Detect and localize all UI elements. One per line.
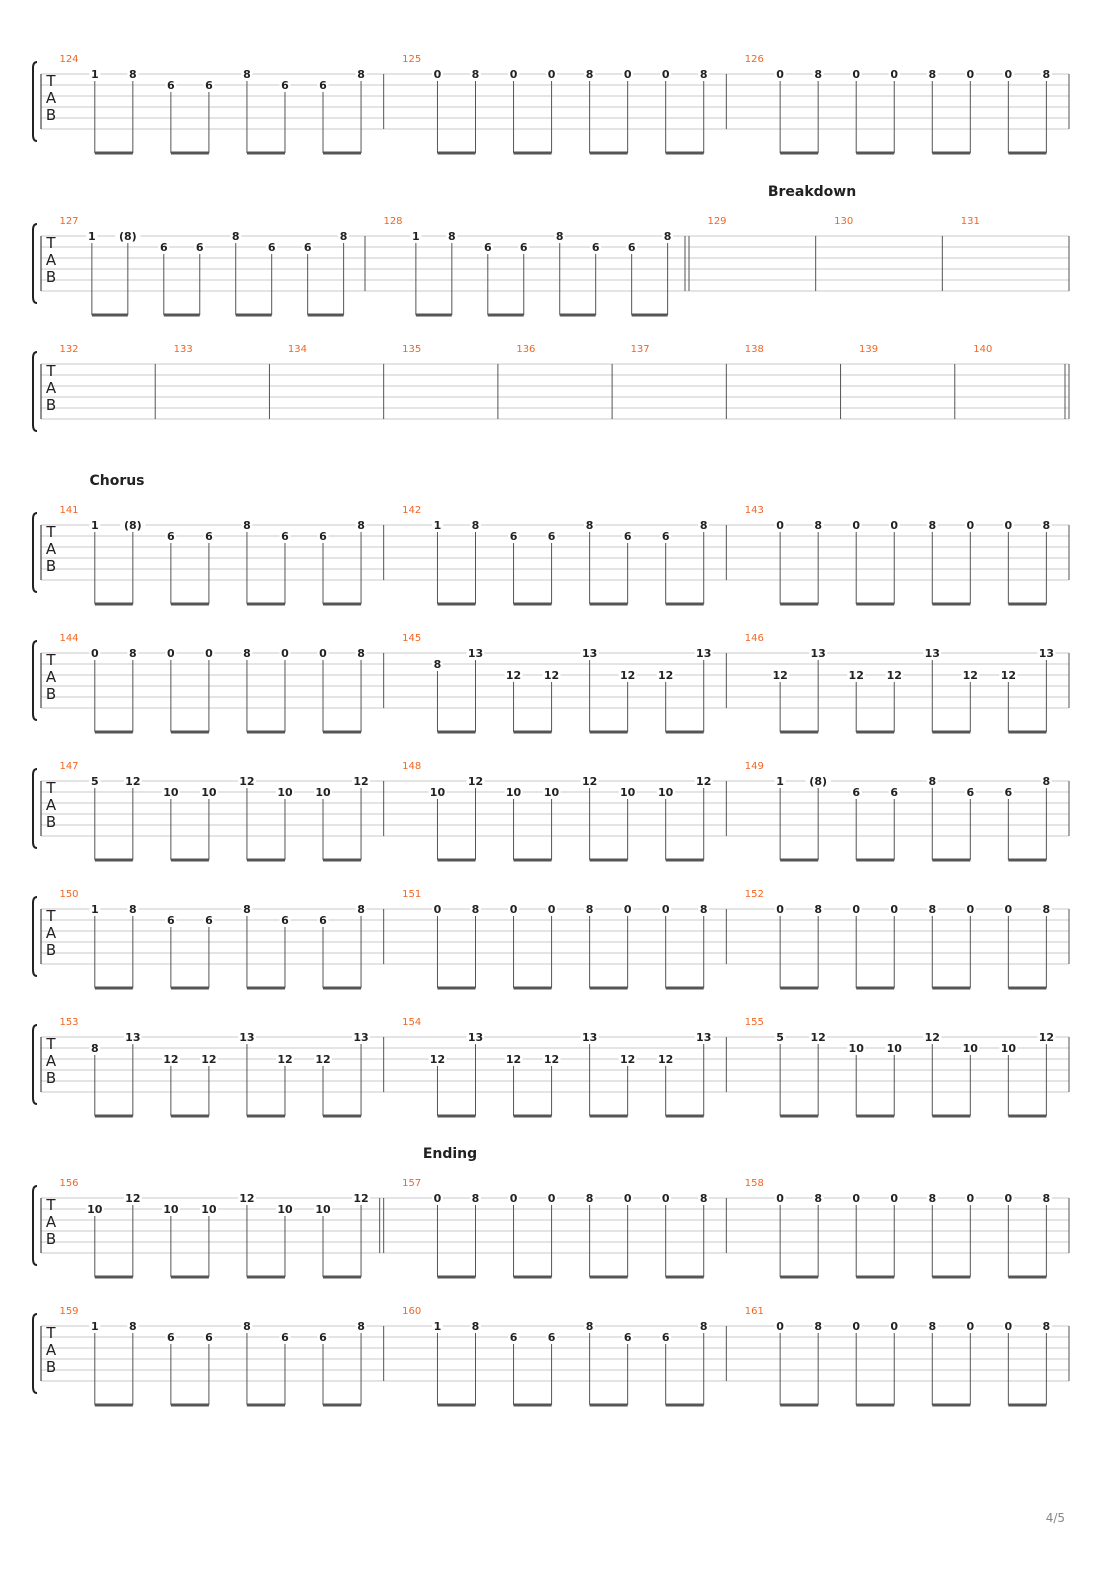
fret-number: 6 [205, 79, 213, 92]
measure-number: 147 [59, 761, 79, 772]
tab-clef-letter: B [45, 1358, 57, 1376]
fret-number: 0 [167, 647, 175, 660]
fret-number: 0 [890, 68, 899, 81]
fret-number: 0 [966, 903, 975, 916]
fret-number: 0 [433, 68, 442, 81]
tab-clef-letter: B [45, 1230, 57, 1248]
fret-number: 13 [239, 1031, 255, 1044]
page-number: 4/5 [1045, 1511, 1065, 1525]
tab-clef-letter: B [45, 1069, 57, 1087]
fret-number: 12 [543, 669, 560, 682]
measure-number: 160 [402, 1306, 422, 1317]
fret-number: 6 [890, 786, 899, 799]
fret-number: 6 [167, 79, 175, 92]
tab-clef-letter: T [46, 651, 56, 669]
fret-number: 8 [243, 647, 251, 660]
tab-clef-letter: A [45, 1341, 57, 1359]
fret-number: 13 [353, 1031, 369, 1044]
measure-number: 158 [744, 1178, 764, 1189]
fret-number: 6 [509, 530, 518, 543]
fret-number: 8 [357, 519, 365, 532]
fret-number: 0 [1004, 519, 1013, 532]
fret-number: 10 [962, 1042, 978, 1055]
fret-number: 8 [448, 230, 456, 243]
fret-number: 1 [90, 903, 99, 916]
fret-number: 12 [239, 775, 255, 788]
fret-number: 12 [848, 669, 864, 682]
fret-number: 12 [658, 1053, 674, 1066]
fret-number: 12 [315, 1053, 331, 1066]
measure-number: 149 [744, 761, 764, 772]
fret-number: 8 [1042, 1192, 1051, 1205]
fret-number: 13 [696, 1031, 712, 1044]
fret-number: 0 [547, 1192, 556, 1205]
fret-number: 12 [1038, 1031, 1055, 1044]
fret-number: 8 [699, 903, 708, 916]
fret-number: 8 [471, 519, 480, 532]
fret-number: 8 [585, 519, 594, 532]
fret-number: 8 [129, 68, 137, 81]
fret-number: 12 [696, 775, 712, 788]
measure-number: 127 [59, 216, 79, 227]
measure-number: 130 [834, 216, 854, 227]
fret-number: 0 [776, 68, 784, 81]
measure-number: 151 [402, 889, 422, 900]
fret-number: 8 [129, 903, 137, 916]
fret-number: 0 [509, 1192, 518, 1205]
fret-number: 0 [966, 1192, 975, 1205]
fret-number: 8 [90, 1042, 99, 1055]
fret-number: 6 [547, 1331, 556, 1344]
system-bracket [33, 224, 37, 303]
fret-number: 12 [239, 1192, 255, 1205]
section-label-chorus: Chorus [89, 473, 145, 489]
fret-number: 6 [623, 530, 632, 543]
tab-clef-letter: T [46, 523, 56, 541]
fret-number: 6 [159, 241, 168, 254]
fret-number: 10 [201, 1203, 217, 1216]
fret-number: 8 [928, 1192, 937, 1205]
fret-number: 13 [581, 1031, 598, 1044]
fret-number: 10 [315, 1203, 331, 1216]
fret-number: 8 [928, 68, 937, 81]
fret-number: 8 [663, 230, 672, 243]
fret-number: 13 [810, 647, 826, 660]
fret-number: 8 [1042, 903, 1051, 916]
fret-number: 0 [966, 68, 975, 81]
fret-number: 12 [163, 1053, 179, 1066]
fret-number: 6 [509, 1331, 518, 1344]
section-label-breakdown: Breakdown [767, 184, 857, 200]
fret-number: 6 [519, 241, 528, 254]
fret-number: 0 [966, 1320, 975, 1333]
fret-number: 6 [281, 1331, 289, 1344]
tab-clef-letter: A [45, 924, 57, 942]
tab-clef-letter: A [45, 1213, 57, 1231]
fret-number: 5 [90, 775, 99, 788]
tab-clef-letter: A [45, 540, 57, 558]
fret-number: 8 [1042, 519, 1051, 532]
measure-number: 129 [707, 216, 727, 227]
tab-clef-letter: T [46, 779, 56, 797]
fret-number: 8 [585, 68, 594, 81]
tab-clef-letter: T [46, 1324, 56, 1342]
fret-number: 8 [243, 519, 251, 532]
fret-number: 0 [890, 903, 899, 916]
fret-number: 12 [886, 669, 902, 682]
fret-number: 0 [433, 1192, 442, 1205]
fret-number: 12 [924, 1031, 940, 1044]
measure-number: 139 [859, 344, 879, 355]
system-bracket [33, 62, 37, 141]
fret-number: 6 [205, 530, 213, 543]
fret-number: 8 [357, 68, 365, 81]
fret-number: 0 [890, 1192, 899, 1205]
fret-number: 6 [281, 530, 289, 543]
measure-number: 133 [173, 344, 193, 355]
fret-number: 8 [928, 903, 937, 916]
fret-number: 0 [623, 1192, 632, 1205]
tab-clef-letter: B [45, 941, 57, 959]
fret-number: 10 [201, 786, 217, 799]
measure-number: 153 [59, 1017, 79, 1028]
fret-number: 12 [467, 775, 484, 788]
fret-number: 12 [1000, 669, 1017, 682]
tab-clef-letter: B [45, 268, 57, 286]
fret-number: 6 [852, 786, 861, 799]
measure-number: 132 [59, 344, 79, 355]
fret-number: 0 [890, 1320, 899, 1333]
measure-number: 161 [744, 1306, 764, 1317]
fret-number: 13 [1038, 647, 1055, 660]
fret-number: 12 [619, 669, 636, 682]
measure-number: 148 [402, 761, 422, 772]
fret-number: 6 [627, 241, 636, 254]
fret-number: 12 [353, 775, 369, 788]
tab-clef-letter: A [45, 89, 57, 107]
fret-number: 10 [848, 1042, 864, 1055]
fret-number: 8 [699, 1192, 708, 1205]
fret-number: 0 [509, 903, 518, 916]
measure-number: 155 [744, 1017, 764, 1028]
measure-number: 125 [402, 54, 422, 65]
fret-number: 8 [357, 647, 365, 660]
fret-number: (8) [809, 775, 828, 788]
section-label-ending: Ending [422, 1146, 478, 1162]
measure-number: 144 [59, 633, 79, 644]
fret-number: 12 [505, 1053, 522, 1066]
fret-number: 13 [467, 1031, 484, 1044]
fret-number: 12 [543, 1053, 560, 1066]
fret-number: 10 [277, 786, 293, 799]
fret-number: (8) [118, 230, 137, 243]
fret-number: 12 [277, 1053, 293, 1066]
fret-number: 8 [471, 68, 480, 81]
fret-number: 6 [966, 786, 975, 799]
fret-number: 0 [776, 903, 784, 916]
fret-number: 8 [357, 1320, 365, 1333]
fret-number: 13 [467, 647, 484, 660]
fret-number: 6 [205, 914, 213, 927]
fret-number: 0 [661, 68, 670, 81]
fret-number: 0 [509, 68, 518, 81]
fret-number: 8 [339, 230, 348, 243]
fret-number: 0 [661, 1192, 670, 1205]
measure-number: 146 [744, 633, 764, 644]
fret-number: 8 [585, 1320, 594, 1333]
fret-number: (8) [123, 519, 142, 532]
fret-number: 13 [696, 647, 712, 660]
fret-number: 0 [90, 647, 99, 660]
fret-number: 1 [88, 230, 96, 243]
fret-number: 8 [129, 647, 137, 660]
fret-number: 10 [315, 786, 331, 799]
measure-number: 145 [402, 633, 422, 644]
fret-number: 1 [90, 519, 99, 532]
fret-number: 8 [699, 519, 708, 532]
fret-number: 10 [163, 786, 179, 799]
tab-clef-letter: B [45, 557, 57, 575]
tab-clef-letter: A [45, 251, 57, 269]
fret-number: 8 [471, 1320, 480, 1333]
measure-number: 154 [402, 1017, 422, 1028]
measure-number: 141 [59, 505, 79, 516]
measure-number: 134 [287, 344, 307, 355]
system-bracket [33, 352, 37, 431]
fret-number: 6 [623, 1331, 632, 1344]
fret-number: 1 [90, 1320, 99, 1333]
tab-clef-letter: A [45, 379, 57, 397]
fret-number: 0 [852, 1320, 861, 1333]
fret-number: 8 [699, 1320, 708, 1333]
fret-number: 8 [814, 903, 822, 916]
tab-clef-letter: A [45, 668, 57, 686]
tab-clef-letter: B [45, 813, 57, 831]
system-bracket [33, 1025, 37, 1104]
fret-number: 12 [429, 1053, 446, 1066]
fret-number: 1 [90, 68, 99, 81]
fret-number: 0 [623, 903, 632, 916]
measure-number: 152 [744, 889, 764, 900]
measure-number: 135 [402, 344, 422, 355]
fret-number: 10 [277, 1203, 293, 1216]
fret-number: 8 [814, 1320, 822, 1333]
fret-number: 10 [543, 786, 560, 799]
fret-number: 6 [281, 914, 289, 927]
fret-number: 10 [87, 1203, 103, 1216]
fret-number: 10 [429, 786, 446, 799]
fret-number: 8 [357, 903, 365, 916]
fret-number: 12 [201, 1053, 217, 1066]
fret-number: 8 [555, 230, 564, 243]
fret-number: 10 [163, 1203, 179, 1216]
fret-number: 0 [623, 68, 632, 81]
fret-number: 8 [471, 1192, 480, 1205]
fret-number: 6 [167, 530, 175, 543]
fret-number: 10 [1000, 1042, 1017, 1055]
fret-number: 0 [776, 1320, 784, 1333]
fret-number: 6 [319, 530, 327, 543]
fret-number: 6 [319, 1331, 327, 1344]
fret-number: 6 [281, 79, 289, 92]
fret-number: 1 [412, 230, 420, 243]
fret-number: 12 [772, 669, 788, 682]
measure-number: 159 [59, 1306, 79, 1317]
fret-number: 0 [433, 903, 442, 916]
measure-number: 156 [59, 1178, 79, 1189]
fret-number: 0 [1004, 68, 1013, 81]
measure-number: 157 [402, 1178, 422, 1189]
fret-number: 0 [281, 647, 289, 660]
fret-number: 12 [505, 669, 522, 682]
measure-number: 138 [744, 344, 764, 355]
system-bracket [33, 641, 37, 720]
tab-clef-letter: T [46, 72, 56, 90]
fret-number: 0 [966, 519, 975, 532]
system-bracket [33, 897, 37, 976]
fret-number: 0 [547, 903, 556, 916]
fret-number: 10 [505, 786, 522, 799]
fret-number: 6 [205, 1331, 213, 1344]
fret-number: 0 [852, 68, 861, 81]
tab-clef-letter: A [45, 1052, 57, 1070]
fret-number: 8 [433, 658, 442, 671]
fret-number: 8 [585, 1192, 594, 1205]
fret-number: 12 [125, 775, 141, 788]
fret-number: 1 [433, 1320, 442, 1333]
fret-number: 0 [776, 519, 784, 532]
fret-number: 8 [129, 1320, 137, 1333]
tab-clef-letter: T [46, 234, 56, 252]
measure-number: 150 [59, 889, 79, 900]
fret-number: 12 [962, 669, 978, 682]
fret-number: 6 [591, 241, 600, 254]
measure-number: 137 [630, 344, 650, 355]
fret-number: 0 [1004, 1192, 1013, 1205]
fret-number: 8 [231, 230, 240, 243]
fret-number: 0 [661, 903, 670, 916]
tab-clef-letter: T [46, 1035, 56, 1053]
fret-number: 6 [195, 241, 204, 254]
fret-number: 6 [661, 1331, 670, 1344]
system-bracket [33, 1186, 37, 1265]
fret-number: 8 [928, 519, 937, 532]
fret-number: 10 [658, 786, 674, 799]
fret-number: 12 [581, 775, 598, 788]
fret-number: 0 [776, 1192, 784, 1205]
measure-number: 126 [744, 54, 764, 65]
fret-number: 8 [1042, 68, 1051, 81]
measure-number: 124 [59, 54, 79, 65]
tab-clef-letter: T [46, 362, 56, 380]
fret-number: 0 [1004, 903, 1013, 916]
tab-clef-letter: B [45, 106, 57, 124]
fret-number: 8 [699, 68, 708, 81]
fret-number: 13 [924, 647, 940, 660]
fret-number: 0 [547, 68, 556, 81]
fret-number: 13 [125, 1031, 141, 1044]
fret-number: 6 [319, 914, 327, 927]
fret-number: 8 [928, 775, 937, 788]
measure-number: 136 [516, 344, 536, 355]
measure-number: 131 [960, 216, 980, 227]
fret-number: 10 [619, 786, 636, 799]
fret-number: 8 [585, 903, 594, 916]
fret-number: 0 [205, 647, 213, 660]
fret-number: 0 [852, 903, 861, 916]
fret-number: 6 [303, 241, 312, 254]
fret-number: 12 [125, 1192, 141, 1205]
fret-number: 8 [471, 903, 480, 916]
fret-number: 1 [433, 519, 442, 532]
fret-number: 8 [1042, 1320, 1051, 1333]
fret-number: 8 [928, 1320, 937, 1333]
fret-number: 6 [1004, 786, 1013, 799]
fret-number: 6 [661, 530, 670, 543]
measure-number: 142 [402, 505, 422, 516]
fret-number: 8 [814, 1192, 822, 1205]
fret-number: 12 [353, 1192, 369, 1205]
fret-number: 12 [810, 1031, 826, 1044]
fret-number: 6 [167, 914, 175, 927]
fret-number: 12 [658, 669, 674, 682]
system-bracket [33, 769, 37, 848]
fret-number: 6 [483, 241, 492, 254]
tab-clef-letter: B [45, 396, 57, 414]
fret-number: 12 [619, 1053, 636, 1066]
tab-clef-letter: A [45, 796, 57, 814]
fret-number: 8 [243, 903, 251, 916]
fret-number: 8 [814, 68, 822, 81]
tab-clef-letter: B [45, 685, 57, 703]
fret-number: 6 [319, 79, 327, 92]
fret-number: 0 [319, 647, 327, 660]
fret-number: 8 [814, 519, 822, 532]
fret-number: 1 [776, 775, 784, 788]
measure-number: 140 [973, 344, 993, 355]
fret-number: 0 [852, 519, 861, 532]
fret-number: 6 [267, 241, 276, 254]
tab-clef-letter: T [46, 907, 56, 925]
fret-number: 8 [1042, 775, 1051, 788]
system-bracket [33, 1314, 37, 1393]
fret-number: 0 [852, 1192, 861, 1205]
fret-number: 5 [776, 1031, 784, 1044]
fret-number: 8 [243, 1320, 251, 1333]
tab-clef-letter: T [46, 1196, 56, 1214]
measure-number: 143 [744, 505, 764, 516]
fret-number: 0 [1004, 1320, 1013, 1333]
fret-number: 13 [581, 647, 598, 660]
fret-number: 0 [890, 519, 899, 532]
measure-number: 128 [383, 216, 403, 227]
fret-number: 6 [167, 1331, 175, 1344]
fret-number: 6 [547, 530, 556, 543]
system-bracket [33, 513, 37, 592]
fret-number: 8 [243, 68, 251, 81]
fret-number: 10 [886, 1042, 902, 1055]
